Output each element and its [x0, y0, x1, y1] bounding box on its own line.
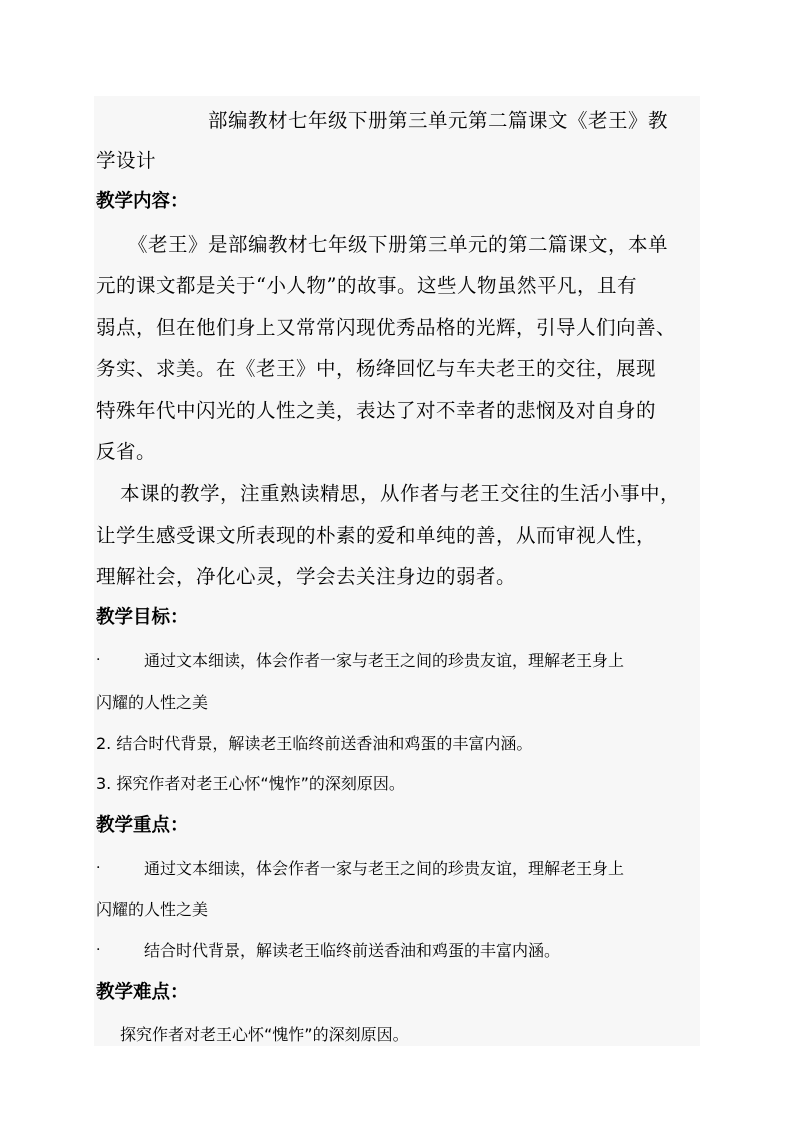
- content-para1-line4: 务实、求美。在《老王》中，杨绛回忆与车夫老王的交往，展现: [96, 357, 657, 380]
- goals-item1-line2: 闪耀的人性之美: [96, 693, 209, 712]
- keypoints-item2: 结合时代背景，解读老王临终前送香油和鸡蛋的丰富内涵。: [144, 941, 561, 960]
- difficulties-item1: 探究作者对老王心怀“愧怍”的深刻原因。: [120, 1025, 409, 1044]
- content-para1-line6: 反省。: [96, 440, 157, 463]
- content-para1-line3: 弱点，但在他们身上又常常闪现优秀品格的光辉，引导人们向善、: [96, 316, 677, 339]
- content-para2-line3: 理解社会，净化心灵，学会去关注身边的弱者。: [96, 565, 517, 588]
- keypoints-bullet-1: .: [96, 856, 101, 872]
- goals-bullet-1: .: [96, 648, 101, 664]
- section-heading-goals: 教学目标：: [96, 607, 189, 628]
- content-para1-line5: 特殊年代中闪光的人性之美，表达了对不幸者的悲悯及对自身的: [96, 399, 657, 422]
- content-para2-line1: 本课的教学，注重熟读精思，从作者与老王交往的生活小事中，: [120, 482, 681, 505]
- keypoints-bullet-2: .: [96, 938, 101, 954]
- goals-item3: 3. 探究作者对老王心怀“愧怍”的深刻原因。: [96, 774, 405, 793]
- goals-item1-line1: 通过文本细读，体会作者一家与老王之间的珍贵友谊，理解老王身上: [144, 651, 625, 670]
- content-para1-line2: 元的课文都是关于“小人物”的故事。这些人物虽然平凡，且有: [96, 274, 637, 297]
- keypoints-item1-line2: 闪耀的人性之美: [96, 900, 209, 919]
- section-heading-difficulties: 教学难点：: [96, 982, 189, 1003]
- content-para1-line1: 《老王》是部编教材七年级下册第三单元的第二篇课文，本单: [128, 233, 669, 256]
- goals-item2: 2. 结合时代背景，解读老王临终前送香油和鸡蛋的丰富内涵。: [96, 734, 533, 753]
- section-heading-keypoints: 教学重点：: [96, 815, 189, 836]
- content-para2-line2: 让学生感受课文所表现的朴素的爱和单纯的善，从而审视人性，: [96, 524, 657, 547]
- title-line-1: 部编教材七年级下册第三单元第二篇课文《老王》教: [208, 109, 669, 132]
- keypoints-item1-line1: 通过文本细读，体会作者一家与老王之间的珍贵友谊，理解老王身上: [144, 859, 625, 878]
- section-heading-content: 教学内容：: [96, 191, 189, 212]
- title-line-2: 学设计: [96, 149, 157, 172]
